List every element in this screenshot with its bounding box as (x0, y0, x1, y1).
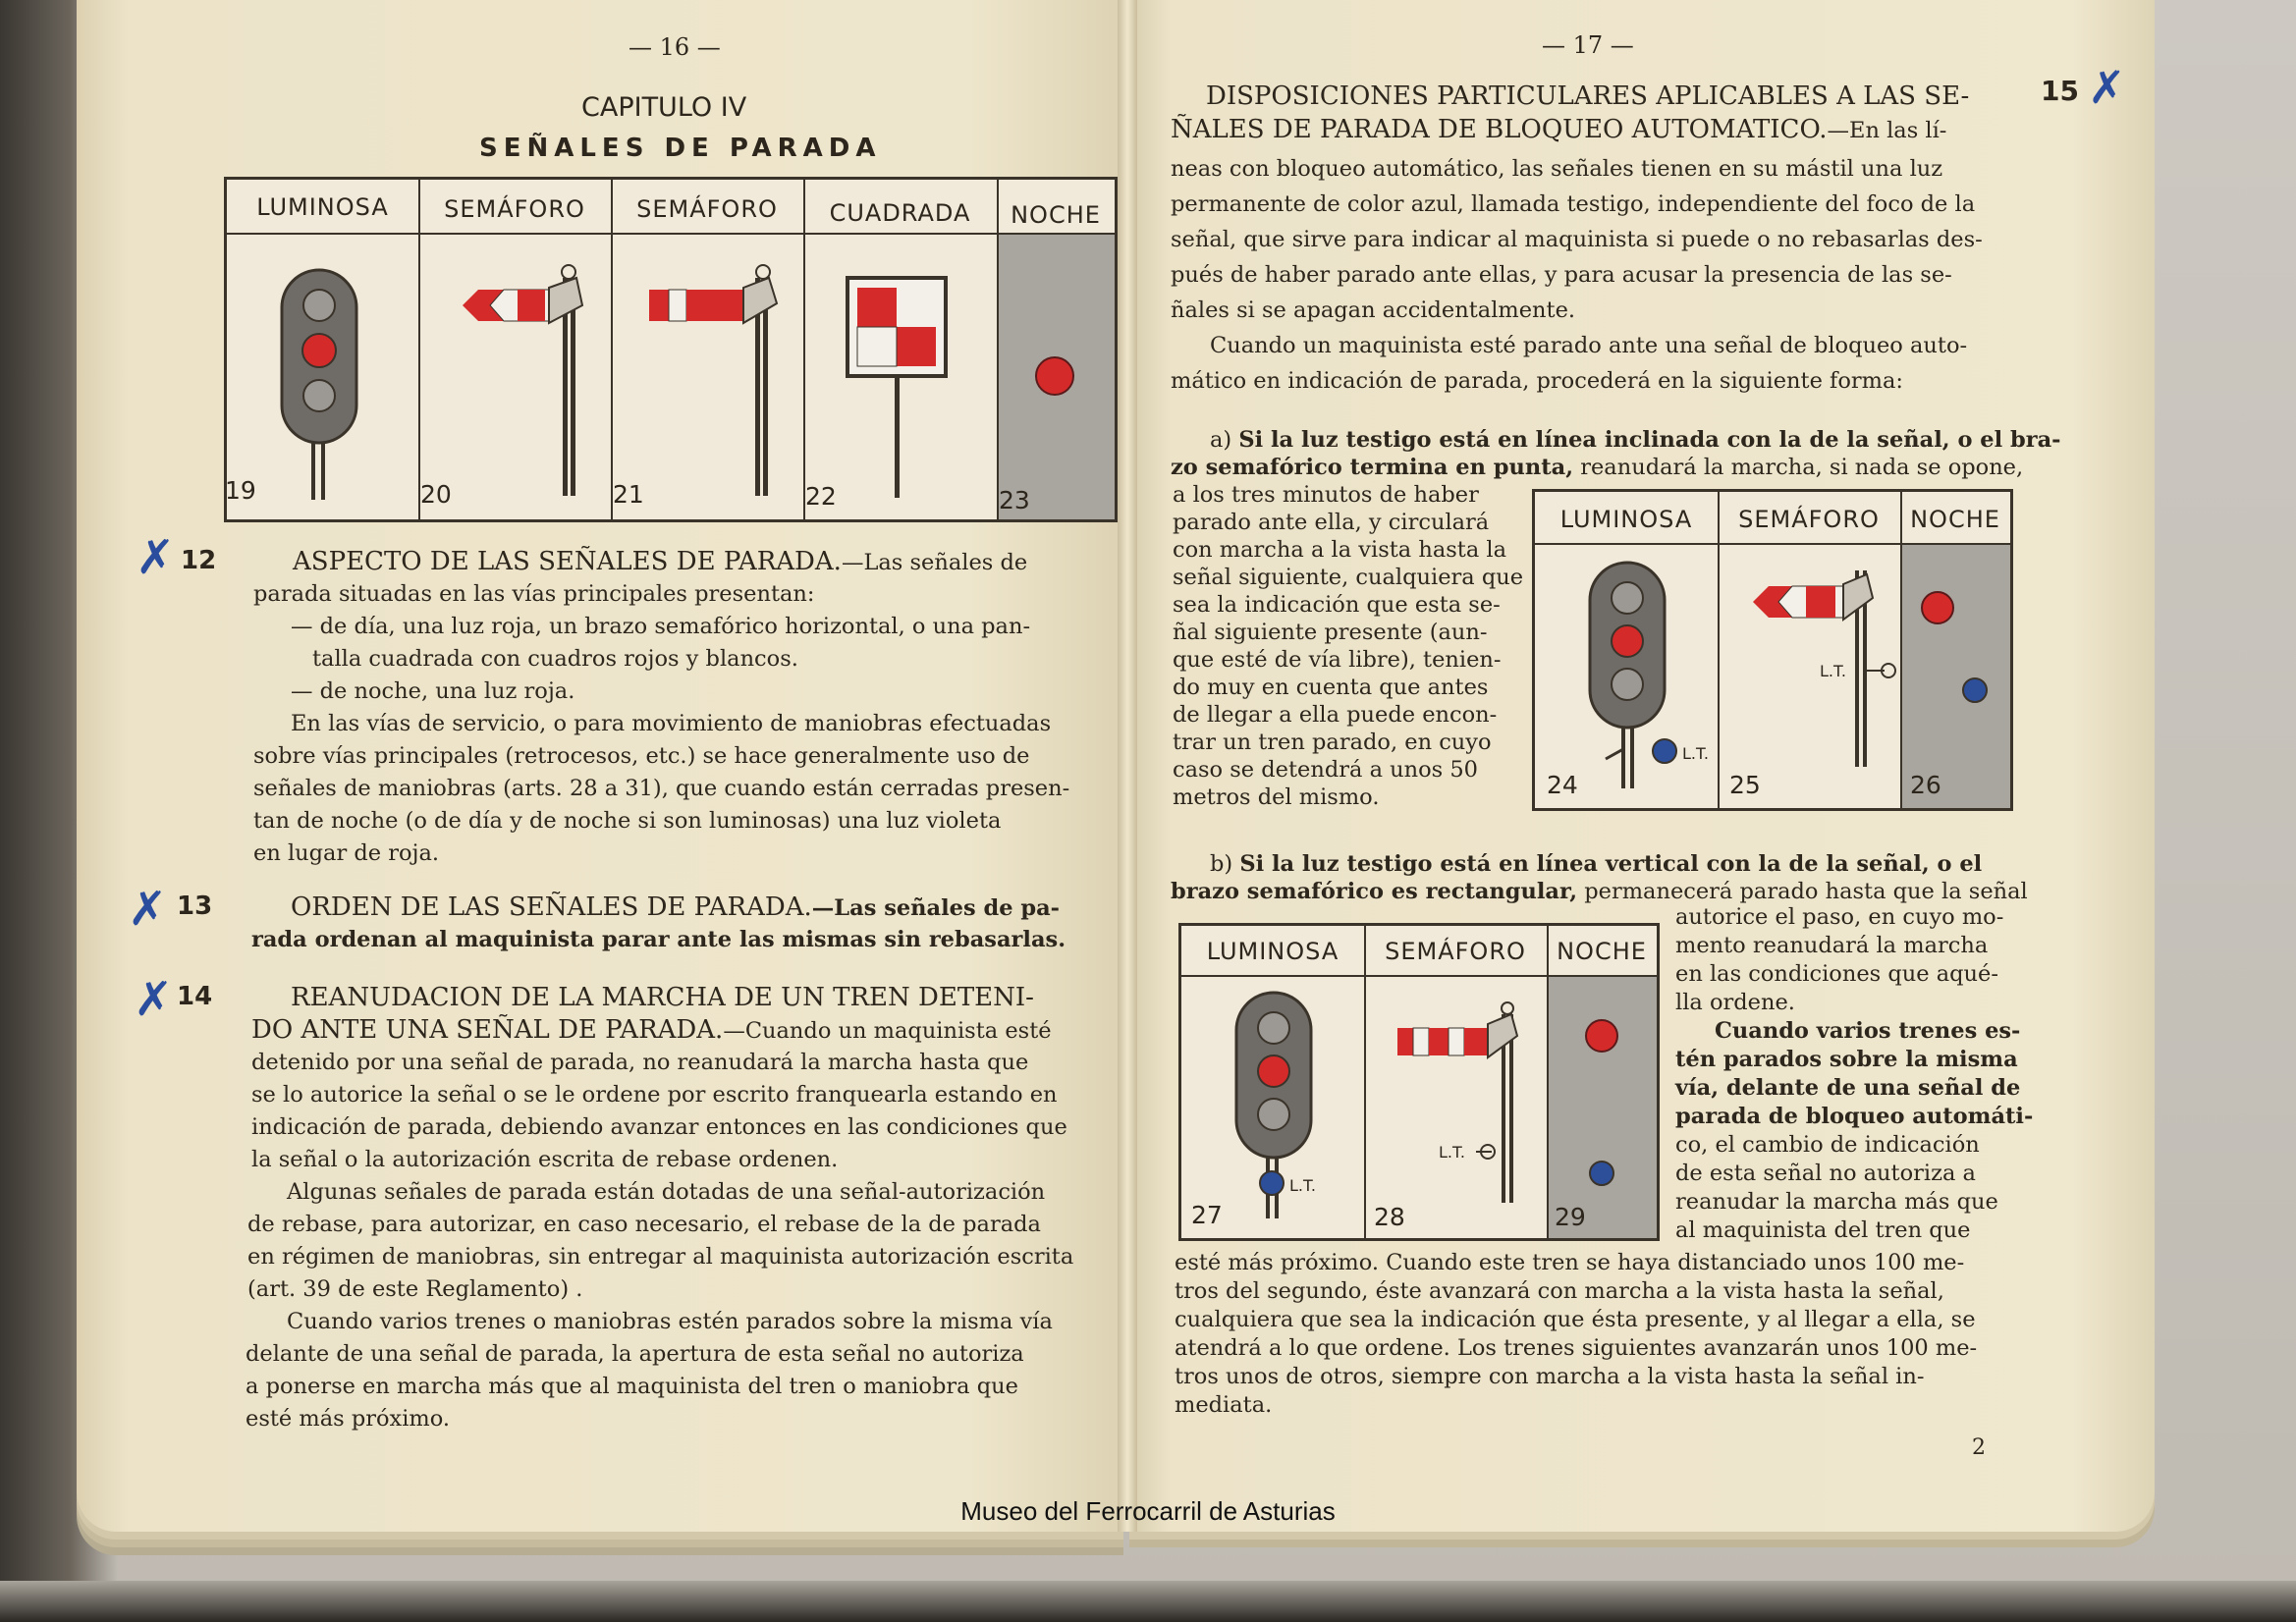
semaphore-rectangle-icon (1397, 1002, 1517, 1203)
paragraph-line: de rebase, para autorizar, en caso necesario, el rebase de la de parada (247, 1212, 1041, 1237)
header-cuadrada: CUADRADA (829, 199, 971, 227)
paragraph-line: a) Si la luz testigo está en línea inclinada con la de la señal, o el bra- (1210, 427, 2061, 453)
semaphore-arrow-icon (463, 265, 582, 496)
paragraph-line: parado ante ella, y circulará (1173, 510, 1490, 535)
paragraph-line: en régimen de maniobras, sin entregar al maquinista autorización escrita (247, 1244, 1074, 1270)
paragraph-line: mediata. (1175, 1392, 1273, 1418)
figure-number: 23 (999, 486, 1030, 514)
paragraph-line: trar un tren parado, en cuyo (1173, 730, 1492, 755)
paragraph-line: (art. 39 de este Reglamento) . (247, 1276, 583, 1302)
paragraph-line: señal siguiente, cualquiera que (1173, 565, 1524, 590)
paragraph-line: de esta señal no autoriza a (1675, 1161, 1976, 1186)
figure-number: 29 (1555, 1203, 1586, 1231)
figure-number: 25 (1729, 771, 1761, 799)
left-page-number: — 16 — (629, 33, 721, 61)
header-noche: NOCHE (1557, 938, 1647, 965)
figure-number: 24 (1547, 771, 1578, 799)
signal-table-stop (224, 177, 1118, 522)
paragraph-line: la señal o la autorización escrita de rebase ordenen. (251, 1147, 839, 1172)
handwritten-check-mark: ✗ (2088, 61, 2126, 114)
handwritten-check-mark: ✗ (134, 972, 174, 1027)
paragraph-line: — de día, una luz roja, un brazo semafórico horizontal, o una pan- (291, 614, 1031, 639)
paragraph-line: lla ordene. (1675, 990, 1795, 1015)
paragraph-line: b) Si la luz testigo está en línea vertical con la de la señal, o el (1210, 851, 1983, 877)
light-signal-icon (282, 270, 356, 500)
figure-number: 21 (613, 480, 644, 509)
paragraph-line: a los tres minutos de haber (1173, 482, 1479, 508)
paragraph-line: caso se detendrá a unos 50 (1173, 757, 1478, 783)
paragraph-line: co, el cambio de indicación (1675, 1132, 1980, 1158)
paragraph-line: rada ordenan al maquinista parar ante las mismas sin rebasarlas. (251, 927, 1066, 952)
paragraph-line: permanente de color azul, llamada testigo, independiente del foco de la (1171, 191, 1976, 217)
paragraph-line: señales de maniobras (arts. 28 a 31), que cuando están cerradas presen- (253, 776, 1070, 801)
signal-illustrations (1535, 492, 2010, 808)
semaphore-rectangle-icon (649, 265, 777, 496)
paragraph-line: delante de una señal de parada, la apertura de esta señal no autoriza (246, 1341, 1024, 1367)
book-gutter (1118, 0, 1137, 1532)
handwritten-check-mark: ✗ (136, 530, 176, 585)
header-noche: NOCHE (1011, 201, 1101, 229)
svg-text:L.T.: L.T. (1820, 662, 1846, 680)
article-number: 14 (177, 982, 213, 1011)
paragraph-line: esté más próximo. (246, 1406, 451, 1432)
header-semaforo: SEMÁFORO (444, 195, 585, 223)
museum-credit: Museo del Ferrocarril de Asturias (960, 1496, 1336, 1526)
figure-number: 22 (805, 482, 837, 511)
paragraph-line: atendrá a lo que ordene. Los trenes siguientes avanzarán unos 100 me- (1175, 1335, 1978, 1361)
article-number: 12 (181, 546, 217, 575)
paragraph-line: se lo autorice la señal o se le ordene por escrito franquearla estando en (251, 1082, 1058, 1108)
paragraph-line: mático en indicación de parada, procederá en la siguiente forma: (1171, 368, 1904, 394)
night-lights-icon (1586, 1020, 1617, 1185)
paragraph-line: Cuando un maquinista esté parado ante una señal de bloqueo auto- (1210, 333, 1968, 358)
header-luminosa: LUMINOSA (1206, 938, 1339, 965)
paragraph-line: vía, delante de una señal de (1675, 1075, 2021, 1101)
paragraph-line: neas con bloqueo automático, las señales tienen en su mástil una luz (1171, 156, 1943, 182)
scanner-bottom-edge (0, 1581, 2296, 1622)
paragraph-line: tros unos de otros, siempre con marcha a la vista hasta la señal in- (1175, 1364, 1925, 1389)
paragraph-line: pués de haber parado ante ellas, y para acusar la presencia de las se- (1171, 262, 1952, 288)
article-heading: ASPECTO DE LAS SEÑALES DE PARADA.—Las señales de (293, 547, 1028, 576)
article-heading: DO ANTE UNA SEÑAL DE PARADA.—Cuando un maquinista esté (251, 1015, 1052, 1045)
paragraph-line: tros del segundo, éste avanzará con marcha a la vista hasta la señal, (1175, 1278, 1944, 1304)
paragraph-line: al maquinista del tren que (1675, 1217, 1971, 1243)
paragraph-line: autorice el paso, en cuyo mo- (1675, 904, 2004, 930)
figure-number: 28 (1374, 1203, 1405, 1231)
paragraph-line: indicación de parada, debiendo avanzar entonces en las condiciones que (251, 1114, 1067, 1140)
header-semaforo: SEMÁFORO (1738, 506, 1880, 533)
figure-number: 27 (1191, 1201, 1223, 1229)
paragraph-line: esté más próximo. Cuando este tren se haya distanciado unos 100 me- (1175, 1250, 1965, 1275)
header-luminosa: LUMINOSA (1559, 506, 1693, 533)
paragraph-line: con marcha a la vista hasta la (1173, 537, 1507, 563)
paragraph-line: a ponerse en marcha más que al maquinista del tren o maniobra que (246, 1374, 1018, 1399)
paragraph-line: Cuando varios trenes o maniobras estén parados sobre la misma vía (287, 1309, 1053, 1334)
signal-table-auto-block-inclined (1532, 489, 2013, 811)
light-signal-icon (1590, 563, 1709, 788)
header-semaforo: SEMÁFORO (1385, 938, 1526, 965)
chapter-title: CAPITULO IV (581, 92, 747, 123)
article-heading: DISPOSICIONES PARTICULARES APLICABLES A LAS SE- (1206, 81, 1970, 111)
paragraph-line: — de noche, una luz roja. (291, 678, 575, 704)
article-heading: REANUDACION DE LA MARCHA DE UN TREN DETENI- (291, 983, 1034, 1012)
paragraph-line: reanudar la marcha más que (1675, 1189, 1998, 1215)
paragraph-line: parada de bloqueo automáti- (1675, 1104, 2034, 1129)
paragraph-line: cualquiera que sea la indicación que ésta presente, y al llegar a ella, se (1175, 1307, 1976, 1332)
semaphore-arrow-icon (1753, 570, 1895, 767)
article-heading: ÑALES DE PARADA DE BLOQUEO AUTOMATICO.—En las lí- (1171, 115, 1947, 144)
signature-mark: 2 (1972, 1435, 1986, 1460)
handwritten-check-mark: ✗ (128, 882, 168, 937)
paragraph-line: Cuando varios trenes es- (1715, 1018, 2021, 1044)
paragraph-line: sobre vías principales (retrocesos, etc.) se hace generalmente uso de (253, 743, 1030, 769)
svg-text:L.T.: L.T. (1289, 1176, 1316, 1195)
paragraph-line: en lugar de roja. (253, 840, 440, 866)
night-lights-icon (1922, 592, 1987, 702)
article-number: 13 (177, 892, 213, 921)
svg-text:L.T.: L.T. (1682, 744, 1709, 763)
paragraph-line: ñal siguiente presente (aun- (1173, 620, 1488, 645)
figure-number: 20 (420, 480, 452, 509)
light-signal-icon (1236, 993, 1316, 1218)
header-luminosa: LUMINOSA (256, 193, 389, 221)
margin-number: 15 (2041, 75, 2079, 107)
paragraph-line: mento reanudará la marcha (1675, 933, 1989, 958)
paragraph-line: En las vías de servicio, o para movimiento de maniobras efectuadas (291, 711, 1052, 736)
paragraph-line: tan de noche (o de día y de noche si son luminosas) una luz violeta (253, 808, 1002, 834)
right-page-number: — 17 — (1542, 31, 1634, 59)
paragraph-line: que esté de vía libre), tenien- (1173, 647, 1502, 673)
paragraph-line: brazo semafórico es rectangular, permanecerá parado hasta que la señal (1171, 879, 2028, 904)
figure-number: 26 (1910, 771, 1941, 799)
figure-number: 19 (225, 476, 256, 505)
header-noche: NOCHE (1910, 506, 2000, 533)
paragraph-line: sea la indicación que esta se- (1173, 592, 1501, 618)
paragraph-line: ñales si se apagan accidentalmente. (1171, 297, 1576, 323)
signal-table-auto-block-vertical (1178, 923, 1660, 1241)
paragraph-line: talla cuadrada con cuadros rojos y blancos. (312, 646, 798, 672)
paragraph-line: do muy en cuenta que antes (1173, 675, 1489, 700)
paragraph-line: Algunas señales de parada están dotadas de una señal-autorización (287, 1179, 1046, 1205)
paragraph-line: en las condiciones que aqué- (1675, 961, 1998, 987)
article-heading: ORDEN DE LAS SEÑALES DE PARADA.—Las señales de pa- (291, 892, 1061, 922)
checkered-board-icon (847, 278, 946, 498)
signal-illustrations (227, 180, 1115, 519)
paragraph-line: zo semafórico termina en punta, reanudará la marcha, si nada se opone, (1171, 455, 2024, 480)
paragraph-line: detenido por una señal de parada, no reanudará la marcha hasta que (251, 1050, 1029, 1075)
paragraph-line: señal, que sirve para indicar al maquinista si puede o no rebasarlas des- (1171, 227, 1983, 252)
svg-text:L.T.: L.T. (1439, 1143, 1465, 1162)
signal-illustrations (1181, 926, 1657, 1238)
header-semaforo-2: SEMÁFORO (636, 195, 778, 223)
paragraph-line: de llegar a ella puede encon- (1173, 702, 1498, 728)
paragraph-line: tén parados sobre la misma (1675, 1047, 2018, 1072)
chapter-subtitle: SEÑALES DE PARADA (479, 134, 882, 163)
paragraph-line: parada situadas en las vías principales presentan: (253, 581, 815, 607)
night-red-light-icon (1036, 357, 1073, 395)
paragraph-line: metros del mismo. (1173, 784, 1380, 810)
